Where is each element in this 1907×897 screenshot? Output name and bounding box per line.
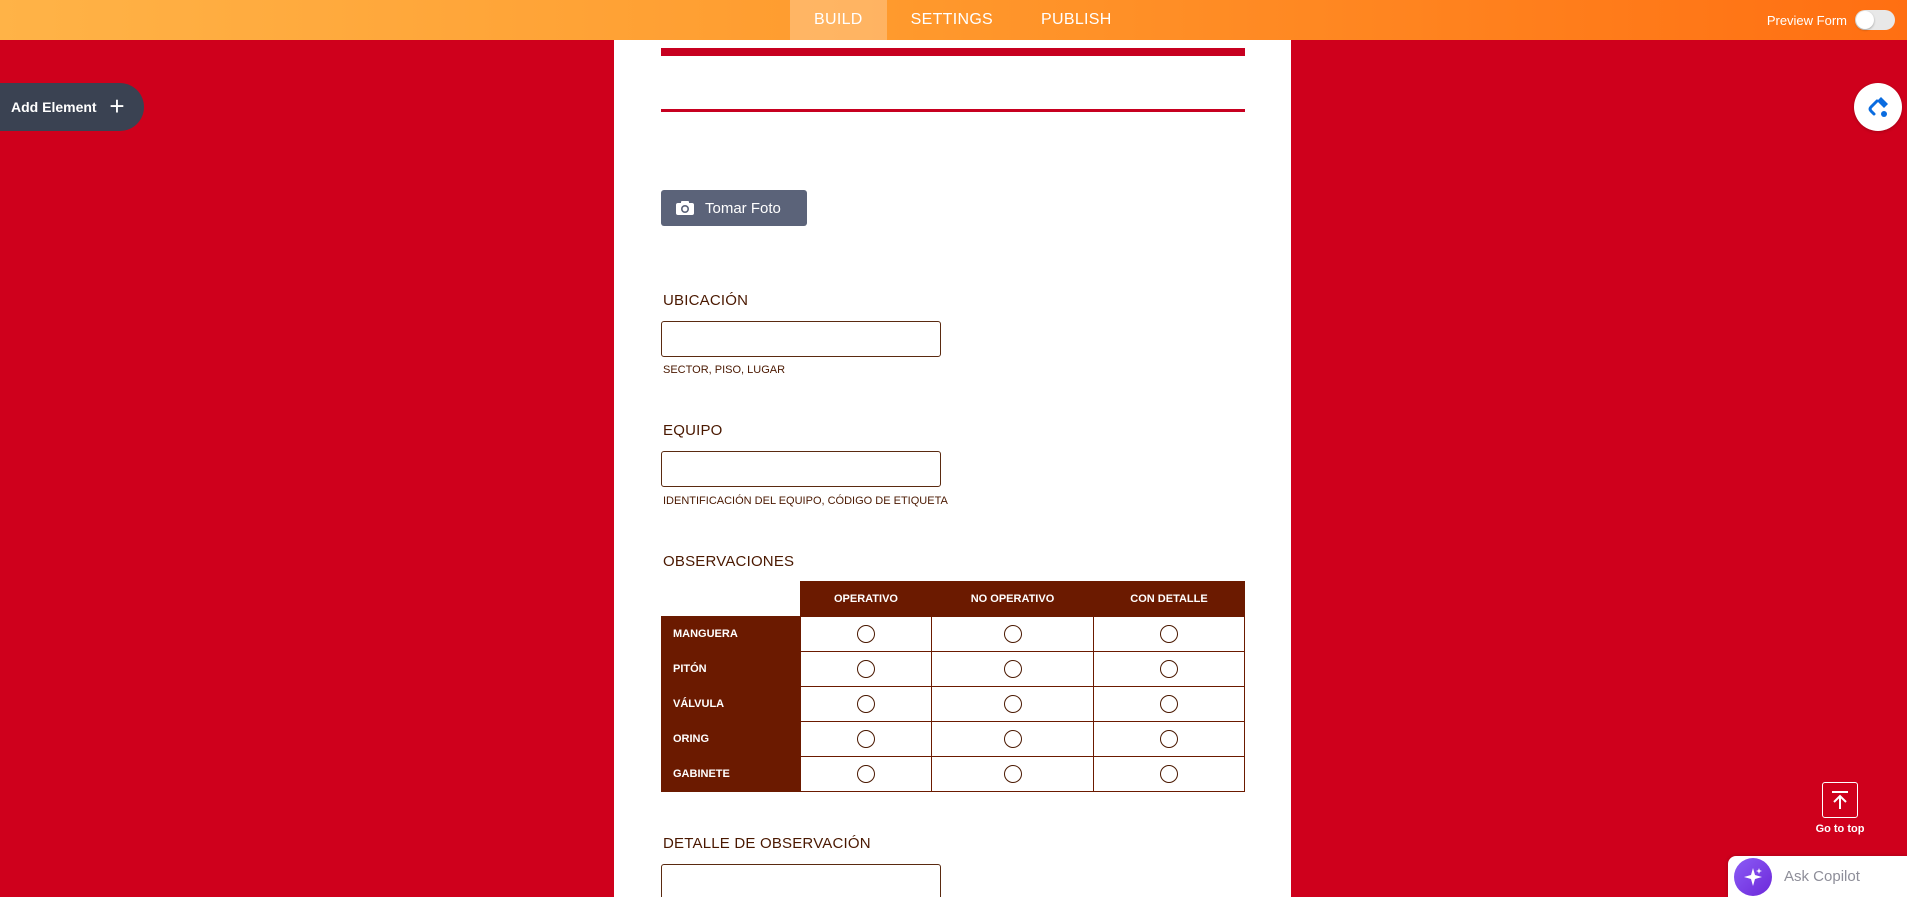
builder-tabs [790,0,1136,40]
observaciones-label: OBSERVACIONES [663,553,795,570]
table-row [662,652,1245,687]
ubicacion-sublabel: SECTOR, PISO, LUGAR [663,364,786,376]
ubicacion-label: UBICACIÓN [663,292,749,309]
go-to-top-button[interactable] [1815,782,1865,835]
row-header-gabinete: GABINETE [662,757,801,792]
radio-valvula-con-detalle[interactable] [1160,695,1178,713]
equipo-input[interactable] [661,451,941,487]
radio-manguera-no-operativo[interactable] [1004,625,1022,643]
row-header-manguera: MANGUERA [662,617,801,652]
radio-valvula-operativo[interactable] [857,695,875,713]
ask-copilot-label: Ask Copilot [1784,868,1860,885]
form-canvas [614,40,1291,897]
toggle-knob [1856,11,1874,29]
camera-icon [675,200,695,216]
form-designer-button[interactable] [1854,83,1902,131]
radio-gabinete-no-operativo[interactable] [1004,765,1022,783]
take-photo-label: Tomar Foto [705,199,781,217]
radio-manguera-con-detalle[interactable] [1160,625,1178,643]
equipo-sublabel: IDENTIFICACIÓN DEL EQUIPO, CÓDIGO DE ETIQUETA [663,495,948,507]
column-header-con-detalle: CON DETALLE [1094,582,1245,617]
table-row [662,617,1245,652]
section-divider [661,109,1245,112]
gotop-box [1822,782,1858,818]
matrix-corner [662,582,801,617]
column-header-operativo: OPERATIVO [801,582,932,617]
add-element-label: Add Element [11,99,97,115]
radio-gabinete-con-detalle[interactable] [1160,765,1178,783]
ask-copilot-button[interactable] [1728,856,1907,897]
equipo-label: EQUIPO [663,422,723,439]
radio-manguera-operativo[interactable] [857,625,875,643]
sparkle-icon [1734,858,1772,896]
radio-piton-operativo[interactable] [857,660,875,678]
table-row [662,757,1245,792]
table-row [662,722,1245,757]
tab-settings[interactable]: SETTINGS [910,11,994,28]
radio-oring-operativo[interactable] [857,730,875,748]
take-photo-button[interactable] [661,190,807,226]
table-row [662,687,1245,722]
plus-icon: + [109,91,125,121]
header-divider [661,48,1245,56]
ubicacion-input[interactable] [661,321,941,357]
preview-form-toggle[interactable] [1855,10,1895,30]
radio-gabinete-operativo[interactable] [857,765,875,783]
arrow-up-to-line-icon [1829,789,1851,811]
paint-roller-icon [1865,94,1891,120]
tab-build[interactable]: BUILD [790,0,887,40]
preview-form-control [1767,0,1895,40]
go-to-top-label: Go to top [1815,823,1865,835]
detalle-observacion-input[interactable] [661,864,941,897]
radio-piton-con-detalle[interactable] [1160,660,1178,678]
row-header-piton: PITÓN [662,652,801,687]
column-header-no-operativo: NO OPERATIVO [932,582,1094,617]
tab-publish[interactable]: PUBLISH [1041,11,1112,28]
observaciones-matrix [661,581,1245,792]
add-element-button[interactable] [0,83,144,131]
radio-piton-no-operativo[interactable] [1004,660,1022,678]
detalle-observacion-label: DETALLE DE OBSERVACIÓN [663,835,871,852]
radio-valvula-no-operativo[interactable] [1004,695,1022,713]
top-navigation-bar [0,0,1907,40]
row-header-valvula: VÁLVULA [662,687,801,722]
radio-oring-no-operativo[interactable] [1004,730,1022,748]
preview-form-label: Preview Form [1766,12,1847,28]
row-header-oring: ORING [662,722,801,757]
radio-oring-con-detalle[interactable] [1160,730,1178,748]
